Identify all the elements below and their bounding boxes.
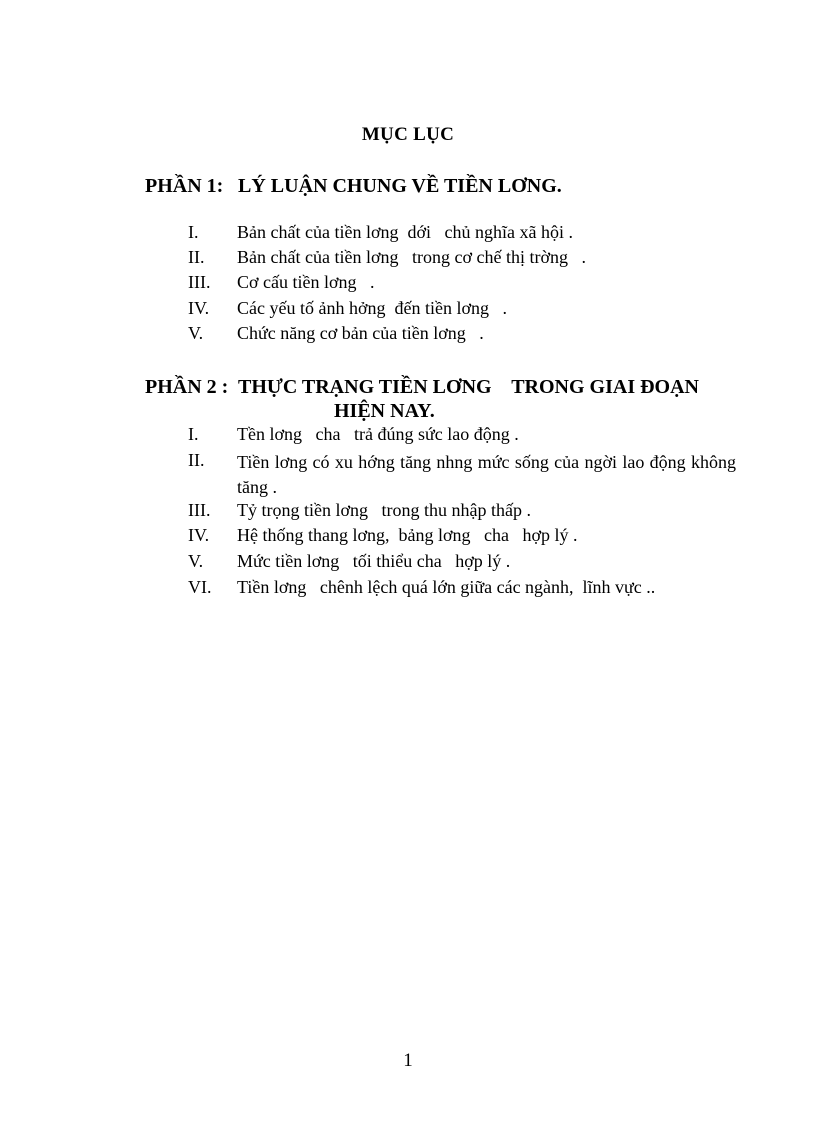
part-2-title: THỰC TRẠNG TIỀN LƠNG TRONG GIAI ĐOẠN — [238, 376, 699, 398]
entry-number: IV. — [188, 298, 210, 318]
entry-number: I. — [188, 424, 199, 444]
entry-text: Bản chất của tiền lơng dới chủ nghĩa xã hội . — [237, 222, 573, 242]
entry-text: Tiền lơng chênh lệch quá lớn giữa các ngành, lĩnh vực .. — [237, 577, 656, 597]
entry-number: III. — [188, 500, 211, 520]
entry-number: VI. — [188, 577, 212, 597]
entry-text: Chức năng cơ bản của tiền lơng . — [237, 323, 484, 343]
entry-text: Cơ cấu tiền lơng . — [237, 272, 375, 292]
part-2-title-line2: HIỆN NAY. — [334, 400, 435, 422]
entry-text: Tiền lơng có xu hớng tăng nhng mức sống của ngời lao động không tăng . — [237, 452, 736, 497]
entry-number: I. — [188, 222, 199, 242]
entry-number: II. — [188, 247, 205, 267]
part-1-label: PHẦN 1: — [145, 175, 224, 197]
entry-number: III. — [188, 272, 211, 292]
entry-text: Tền lơng cha trả đúng sức lao động . — [237, 424, 519, 444]
entry-text: Bản chất của tiền lơng trong cơ chế thị trờng . — [237, 247, 586, 267]
entry-text: Hệ thống thang lơng, bảng lơng cha hợp lý . — [237, 525, 578, 545]
part-2-label: PHẦN 2 : — [145, 376, 229, 398]
entry-number: V. — [188, 551, 204, 571]
entry-text: Tỷ trọng tiền lơng trong thu nhập thấp . — [237, 500, 531, 520]
entry-text: Mức tiền lơng tối thiểu cha hợp lý . — [237, 551, 511, 571]
entry-number: V. — [188, 323, 204, 343]
part-1-title: LÝ LUẬN CHUNG VỀ TIỀN LƠNG. — [238, 175, 562, 197]
entry-number: IV. — [188, 525, 210, 545]
page-number: 1 — [403, 1050, 413, 1071]
entry-text: Các yếu tố ảnh hởng đến tiền lơng . — [237, 298, 507, 318]
toc-title: MỤC LỤC — [361, 124, 455, 145]
entry-number: II. — [188, 450, 205, 470]
